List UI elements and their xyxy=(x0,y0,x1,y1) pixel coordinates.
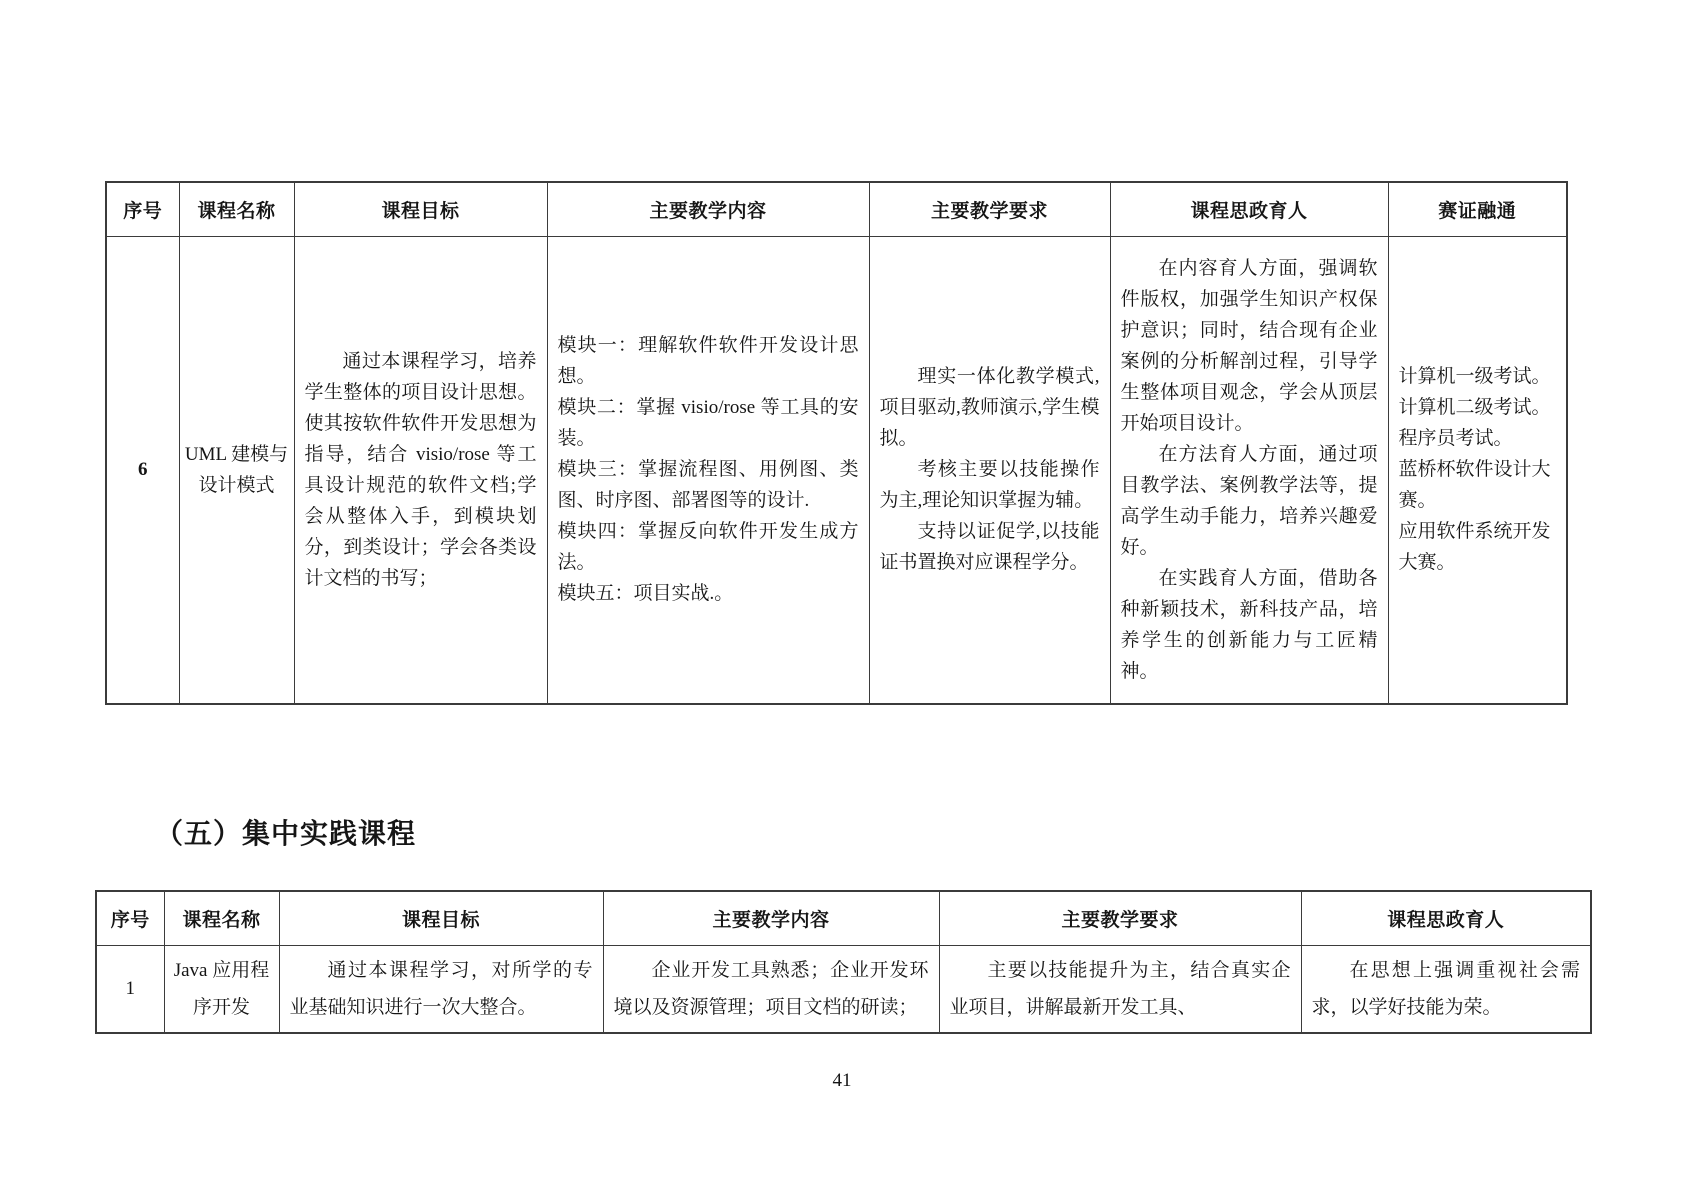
cell-teaching-requirement xyxy=(939,945,1301,1033)
cell-ideology xyxy=(1110,236,1388,704)
page-number: 41 xyxy=(832,1070,852,1091)
cell-teaching-requirement xyxy=(869,236,1110,704)
cell-teaching-content xyxy=(603,945,939,1033)
paragraph: 在内容育人方面，强调软件版权，加强学生知识产权保护意识；同时，结合现有企业案例的分析解剖过程，引导学生整体项目观念，学会从顶层开始项目设计。 xyxy=(1120,257,1378,434)
table2-row-1 xyxy=(96,945,1591,1033)
cell-ideology xyxy=(1301,945,1591,1033)
paragraph: 模块三：掌握流程图、用例图、类图、时序图、部署图等的设计. xyxy=(557,459,859,512)
table1-header-requirement: 主要教学要求 xyxy=(869,182,1110,236)
table1-header-seq: 序号 xyxy=(106,182,179,236)
paragraph: 模块四：掌握反向软件开发生成方法。 xyxy=(557,521,859,574)
section-heading: （五）集中实践课程 xyxy=(155,819,417,850)
paragraph: 通过本课程学习，培养学生整体的项目设计思想。使其按软件软件开发思想为指导，结合 visio/rose 等工具设计规范的软件文档;学会从整体入手，到模块划分，到类设计；学会各类设计文档的书写； xyxy=(304,350,537,589)
paragraph: 企业开发工具熟悉；企业开发环境以及资源管理；项目文档的研读； xyxy=(613,959,929,1018)
table2-header-content: 主要教学内容 xyxy=(603,891,939,945)
cell-course-goal xyxy=(294,236,547,704)
cell-teaching-content xyxy=(547,236,869,704)
paragraph: 应用软件系统开发大赛。 xyxy=(1398,521,1551,574)
paragraph: 在实践育人方面，借助各种新颖技术，新科技产品，培养学生的创新能力与工匠精神。 xyxy=(1120,567,1378,682)
table2-header-goal: 课程目标 xyxy=(279,891,603,945)
table2-header-requirement: 主要教学要求 xyxy=(939,891,1301,945)
cell-course-name: Java 应用程序开发 xyxy=(164,945,279,1033)
cell-course-goal xyxy=(279,945,603,1033)
paragraph: 在方法育人方面，通过项目教学法、案例教学法等，提高学生动手能力，培养兴趣爱好。 xyxy=(1120,443,1378,558)
cell-course-name: UML 建模与设计模式 xyxy=(179,236,294,704)
cell-seq-number: 1 xyxy=(96,945,164,1033)
table1-header-certification: 赛证融通 xyxy=(1388,182,1567,236)
table1-header-row xyxy=(106,182,1567,236)
table2-header-row xyxy=(96,891,1591,945)
paragraph: 程序员考试。 xyxy=(1398,428,1513,450)
paragraph: 模块二：掌握 visio/rose 等工具的安装。 xyxy=(557,397,859,450)
paragraph: 考核主要以技能操作为主,理论知识掌握为辅。 xyxy=(879,459,1100,512)
paragraph: 理实一体化教学模式,项目驱动,教师演示,学生模拟。 xyxy=(879,366,1100,450)
table1-header-ideology: 课程思政育人 xyxy=(1110,182,1388,236)
table2-header-course-name: 课程名称 xyxy=(164,891,279,945)
paragraph: 主要以技能提升为主，结合真实企业项目，讲解最新开发工具、 xyxy=(949,959,1291,1018)
table1-header-content: 主要教学内容 xyxy=(547,182,869,236)
table1-header-goal: 课程目标 xyxy=(294,182,547,236)
paragraph: 支持以证促学,以技能证书置换对应课程学分。 xyxy=(879,521,1100,574)
paragraph: 通过本课程学习，对所学的专业基础知识进行一次大整合。 xyxy=(289,959,593,1018)
paragraph: 计算机一级考试。 xyxy=(1398,366,1551,388)
cell-certification xyxy=(1388,236,1567,704)
table1-header-course-name: 课程名称 xyxy=(179,182,294,236)
practice-course-table xyxy=(95,890,1592,1034)
course-table-uml xyxy=(105,181,1568,705)
paragraph: 模块一：理解软件软件开发设计思想。 xyxy=(557,335,859,388)
table2-header-ideology: 课程思政育人 xyxy=(1301,891,1591,945)
cell-seq-number: 6 xyxy=(106,236,179,704)
paragraph: 模块五：项目实战.。 xyxy=(557,583,734,605)
paragraph: 在思想上强调重视社会需求，以学好技能为荣。 xyxy=(1311,959,1580,1018)
table2-header-seq: 序号 xyxy=(96,891,164,945)
paragraph: 计算机二级考试。 xyxy=(1398,397,1551,419)
paragraph: 蓝桥杯软件设计大赛。 xyxy=(1398,459,1551,512)
table1-row-6 xyxy=(106,236,1567,704)
